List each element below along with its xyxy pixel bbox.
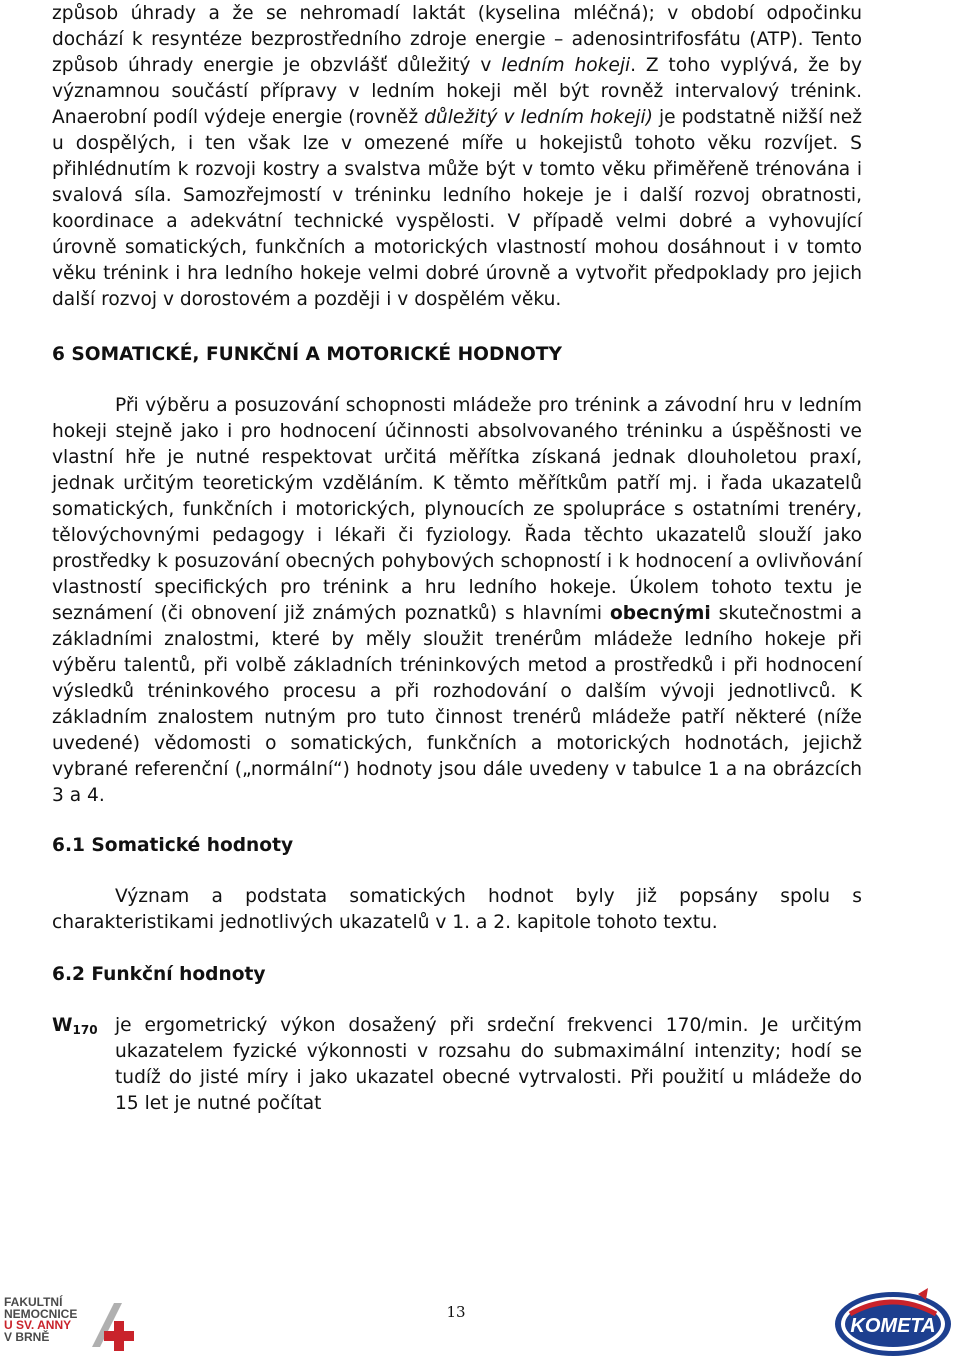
bold-text: obecnými bbox=[609, 603, 711, 624]
definition-text: je ergometrický výkon dosažený při srdeční frekvenci 170/min. Je určitým ukazatelem fyzické výkonnosti v rozsahu do submaximální intenzity; hodí se tudíž do jisté míry i jako ukazatel obecné vytrvalosti. Při použití u mládeže do 15 let je nutné počítat bbox=[115, 1015, 862, 1114]
intro-paragraph: způsob úhrady a že se nehromadí laktát (kyselina mléčná); v období odpočinku dochází k resyntéze bezprostředního zdroje energie – adenosintrifosfátu (ATP). Tento způsob úhrady energie je obzvlášť důležitý v ledním hokeji. Z toho vyplývá, že by významnou součástí přípravy v ledním hokeji měl být rovněž intervalový trénink. Anaerobní podíl výdeje energie (rovněž důležitý v ledním hokeji) je podstatně nižší než u dospělých, i ten však lze v omezené míře u hokejistů tohoto věku rozvíjet. S přihlédnutím k rozvoji kostry a svalstva může být v tomto věku přiměřeně trénována i svalová síla. Samozřejmostí v tréninku ledního hokeje je i další rozvoj obratnosti, koordinace a adekvátní technické vyspělosti. V případě velmi dobré a vyhovující úrovně somatických, funkčních a motorických vlastností mohou dosáhnout i v tomto věku trénink i hra ledního hokeje velmi dobré úrovně a vytvořit předpoklady pro jejich další rozvoj v dorostovém a později i v dospělém věku. bbox=[52, 3, 862, 310]
subsection-heading: 6.1 Somatické hodnoty bbox=[52, 835, 294, 856]
subsection-heading: 6.2 Funkční hodnoty bbox=[52, 964, 266, 985]
cross-icon bbox=[80, 1299, 136, 1355]
hospital-logo bbox=[4, 1297, 144, 1357]
definition-item bbox=[52, 1013, 862, 1117]
page-number: 13 bbox=[446, 1303, 466, 1321]
kometa-logo-text: KOMETA bbox=[850, 1315, 936, 1337]
section-heading: 6 SOMATICKÉ, FUNKČNÍ A MOTORICKÉ HODNOTY bbox=[52, 344, 562, 365]
definition-term: $W_{170}$ bbox=[52, 1015, 98, 1037]
hospital-logo-text: FAKULTNÍ NEMOCNICE U SV. ANNY V BRNĚ bbox=[4, 1295, 78, 1344]
document-page bbox=[52, 0, 862, 1117]
emphasis-text: ledním hokeji bbox=[501, 55, 631, 76]
kometa-logo bbox=[832, 1284, 954, 1360]
subsection-paragraph: Význam a podstata somatických hodnot byly již popsány spolu s charakteristikami jednotlivých ukazatelů v 1. a 2. kapitole tohoto textu. bbox=[52, 886, 862, 933]
section-paragraph: Při výběru a posuzování schopnosti mládeže pro trénink a závodní hru v ledním hokeji stejně jako i pro hodnocení účinnosti absolvovaného tréninku a úspěšnosti ve vlastní hře je nutné respektovat určitá měřítka získaná jednak dlouholetou praxí, jednak určitým teoretickým vzděláním. K těmto měřítkům patří mj. i řada ukazatelů somatických, funkčních i motorických, plynoucích ze spolupráce s ostatními trenéry, tělovýchovnými pedagogy i lékaři či fyziology. Řada těchto ukazatelů slouží jako prostředky k posuzování obecných pohybových schopností i k hodnocení a ovlivňování vlastností specifických pro trénink a hru ledního hokeje. Úkolem tohoto textu je seznámení (či obnovení již známých poznatků) s hlavními obecnými skutečnostmi a základními znalostmi, které by měly sloužit trenérům mládeže ledního hokeje při výběru talentů, při volbě základních tréninkových metod a prostředků i při hodnocení výsledků tréninkového procesu a při rozhodování o dalším vývoji jednotlivců. K základním znalostem nutným pro tuto činnost trenérů mládeže patří některé (níže uvedené) vědomosti o somatických, funkčních a motorických hodnotách, jejichž vybrané referenční („normální“) hodnoty jsou dále uvedeny v tabulce 1 a na obrázcích 3 a 4. bbox=[52, 395, 862, 806]
emphasis-text: důležitý v ledním hokeji) bbox=[424, 107, 653, 128]
